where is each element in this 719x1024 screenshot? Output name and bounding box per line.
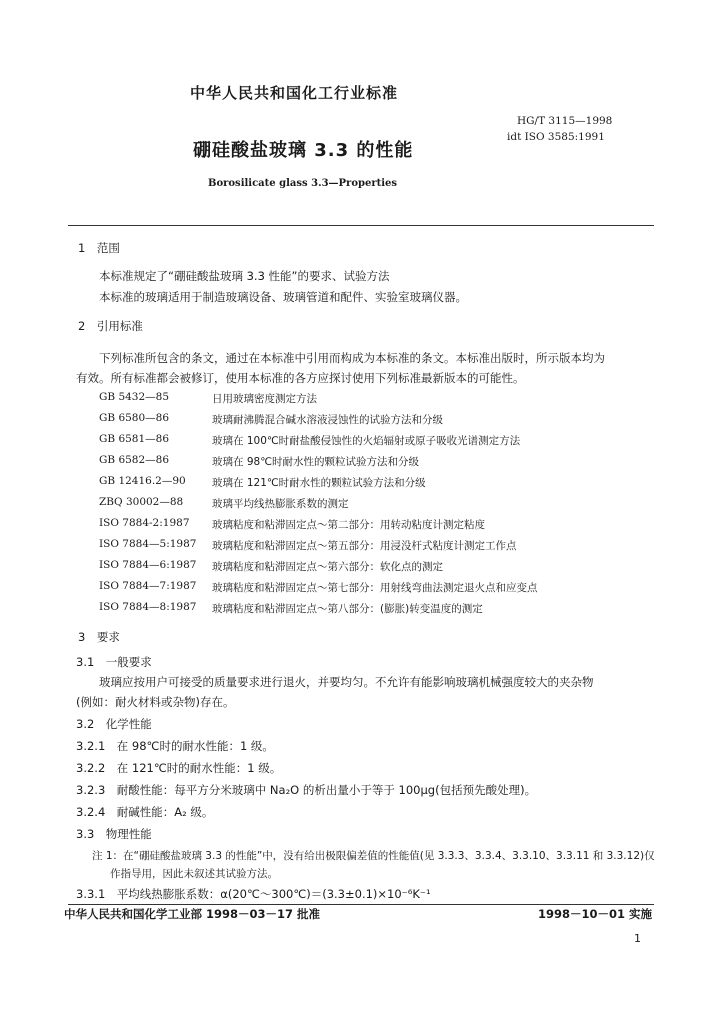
- section-3-2-2: 3.2.2 在 121℃时的耐水性能：1 级。: [76, 761, 282, 775]
- reference-title: 玻璃在 121℃时耐水性的颗粒试验方法和分级: [212, 477, 426, 489]
- reference-code: ZBQ 30002—88: [99, 496, 184, 508]
- reference-title: 玻璃耐沸腾混合碱水溶液浸蚀性的试验方法和分级: [212, 414, 443, 426]
- reference-title: 玻璃粘度和粘滞固定点～第二部分：用转动粘度计测定粘度: [212, 519, 485, 531]
- approval-date: 中华人民共和国化学工业部 1998－03－17 批准: [64, 907, 321, 921]
- section-3-1-heading: 3.1 一般要求: [76, 655, 152, 669]
- reference-code: GB 6580—86: [99, 412, 170, 424]
- implementation-date: 1998－10－01 实施: [538, 907, 653, 921]
- note-1-line-2: 作指导用，因此未叙述其试验方法。: [110, 868, 278, 880]
- section-2-paragraph-line-2: 有效。所有标准都会被修订，使用本标准的各方应探讨使用下列标准最新版本的可能性。: [76, 371, 525, 385]
- reference-code: GB 12416.2—90: [99, 475, 186, 487]
- section-3-3-heading: 3.3 物理性能: [76, 827, 152, 841]
- section-3-1-line-2: (例如：耐火材料或杂物)存在。: [76, 695, 235, 709]
- reference-code: ISO 7884—6:1987: [99, 559, 197, 571]
- section-2-heading: 2 引用标准: [78, 319, 143, 333]
- section-1-paragraph-1: 本标准规定了“硼硅酸盐玻璃 3.3 性能”的要求、试验方法: [99, 269, 390, 283]
- reference-title: 玻璃在 100℃时耐盐酸侵蚀性的火焰辐射或原子吸收光谱测定方法: [212, 435, 521, 447]
- reference-title: 玻璃平均线热膨胀系数的测定: [212, 498, 349, 510]
- reference-code: GB 5432—85: [99, 391, 170, 403]
- note-1-line-1: 注 1：在“硼硅酸盐玻璃 3.3 的性能”中，没有给出极限偏差值的性能值(见 3.3.3、3.3.4、3.3.10、3.3.11 和 3.3.12)仅: [92, 850, 655, 862]
- section-3-2-1: 3.2.1 在 98℃时的耐水性能：1 级。: [76, 739, 274, 753]
- reference-title: 玻璃粘度和粘滞固定点～第五部分：用浸没杆式粘度计测定工作点: [212, 540, 517, 552]
- section-1-heading: 1 范围: [78, 241, 120, 255]
- section-3-2-3: 3.2.3 耐酸性能：每平方分米玻璃中 Na₂O 的析出量小于等于 100μg(包括预先酸处理)。: [76, 783, 537, 797]
- reference-title: 玻璃粘度和粘滞固定点～第七部分：用射线弯曲法测定退火点和应变点: [212, 582, 538, 594]
- section-2-paragraph-line-1: 下列标准所包含的条文，通过在本标准中引用而构成为本标准的条文。本标准出版时，所示版本均为: [99, 351, 605, 365]
- reference-code: GB 6582—86: [99, 454, 170, 466]
- reference-title: 玻璃粘度和粘滞固定点～第八部分：(膨胀)转变温度的测定: [212, 603, 483, 615]
- reference-code: ISO 7884—7:1987: [99, 580, 197, 592]
- standard-code: HG/T 3115—1998: [517, 115, 613, 127]
- reference-title: 日用玻璃密度测定方法: [212, 393, 317, 405]
- section-3-1-line-1: 玻璃应按用户可接受的质量要求进行退火，并要均匀。不允许有能影响玻璃机械强度较大的夹杂物: [99, 675, 594, 689]
- section-3-2-4: 3.2.4 耐碱性能：A₂ 级。: [76, 805, 214, 819]
- reference-title: 玻璃粘度和粘滞固定点～第六部分：软化点的测定: [212, 561, 443, 573]
- header-rule: [68, 225, 654, 226]
- page-number: 1: [634, 932, 641, 945]
- iso-reference: idt ISO 3585:1991: [507, 131, 605, 143]
- document-title: 硼硅酸盐玻璃 3.3 的性能: [193, 140, 414, 161]
- section-3-2-heading: 3.2 化学性能: [76, 717, 152, 731]
- reference-code: ISO 7884—5:1987: [99, 538, 197, 550]
- issuing-organization: 中华人民共和国化工行业标准: [190, 84, 399, 102]
- reference-code: ISO 7884—8:1987: [99, 601, 197, 613]
- document-title-en: Borosilicate glass 3.3—Properties: [208, 178, 398, 189]
- section-1-paragraph-2: 本标准的玻璃适用于制造玻璃设备、玻璃管道和配件、实验室玻璃仪器。: [99, 290, 467, 304]
- reference-code: ISO 7884-2:1987: [99, 517, 190, 529]
- footer-rule: [68, 904, 654, 905]
- reference-title: 玻璃在 98℃时耐水性的颗粒试验方法和分级: [212, 456, 419, 468]
- reference-code: GB 6581—86: [99, 433, 170, 445]
- section-3-3-1: 3.3.1 平均线热膨胀系数：α(20℃～300℃)＝(3.3±0.1)×10⁻⁶K⁻¹: [76, 887, 431, 901]
- section-3-heading: 3 要求: [78, 630, 120, 644]
